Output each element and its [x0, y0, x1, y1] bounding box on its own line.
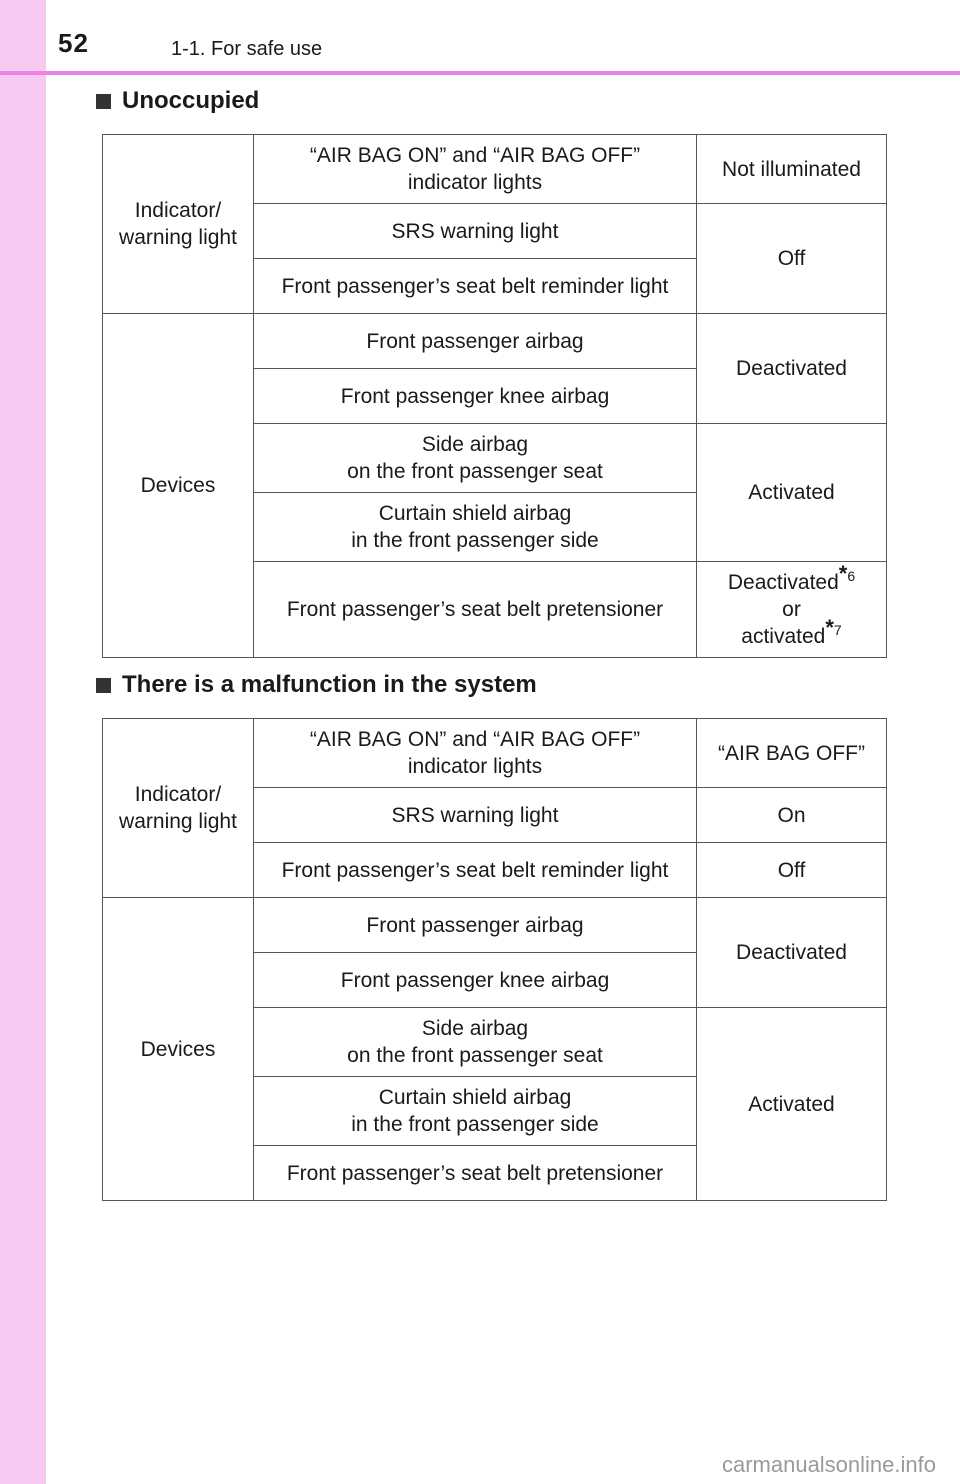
cell-srs-warning: SRS warning light [254, 788, 697, 843]
row-group-indicator: Indicator/ warning light [103, 719, 254, 898]
unoccupied-table [102, 134, 887, 658]
section-heading-text: Unoccupied [122, 87, 260, 114]
pretensioner-state-or: or [782, 598, 801, 621]
cell-curtain-airbag: Curtain shield airbag in the front passenger side [254, 493, 697, 562]
page-number: 52 [58, 28, 89, 58]
cell-activated-state: Activated [697, 1008, 887, 1201]
cell-indicator-lights: “AIR BAG ON” and “AIR BAG OFF” indicator lights [254, 719, 697, 788]
header-rule [0, 71, 960, 75]
cell-srs-warning: SRS warning light [254, 204, 697, 259]
footnote-marker-7: *7 [825, 615, 842, 640]
square-bullet-icon [96, 94, 111, 109]
cell-side-airbag: Side airbag on the front passenger seat [254, 424, 697, 493]
table-row [103, 314, 887, 369]
cell-front-knee-airbag: Front passenger knee airbag [254, 369, 697, 424]
cell-belt-reminder-state: Off [697, 843, 887, 898]
table-row [103, 135, 887, 204]
cell-front-airbag: Front passenger airbag [254, 898, 697, 953]
row-group-devices: Devices [103, 314, 254, 658]
cell-srs-state: On [697, 788, 887, 843]
side-tab-bar [0, 0, 46, 1484]
table-row [103, 898, 887, 953]
cell-side-curtain-state: Activated [697, 424, 887, 562]
cell-indicator-lights: “AIR BAG ON” and “AIR BAG OFF” indicator lights [254, 135, 697, 204]
cell-curtain-airbag: Curtain shield airbag in the front passenger side [254, 1077, 697, 1146]
cell-front-airbag: Front passenger airbag [254, 314, 697, 369]
cell-belt-reminder: Front passenger’s seat belt reminder light [254, 843, 697, 898]
cell-indicator-lights-state: “AIR BAG OFF” [697, 719, 887, 788]
cell-side-airbag: Side airbag on the front passenger seat [254, 1008, 697, 1077]
section-heading-unoccupied [96, 87, 259, 115]
pretensioner-state-deactivated: Deactivated [727, 571, 839, 594]
cell-belt-reminder: Front passenger’s seat belt reminder light [254, 259, 697, 314]
pretensioner-state-activated: activated [741, 625, 826, 648]
chapter-title: 1-1. For safe use [171, 38, 323, 60]
cell-pretensioner-state [697, 562, 887, 658]
row-group-indicator: Indicator/ warning light [103, 135, 254, 314]
footnote-marker-6: *6 [838, 561, 856, 586]
cell-indicator-lights-state: Not illuminated [697, 135, 887, 204]
cell-front-knee-airbag-state: Deactivated [697, 314, 887, 424]
row-group-devices: Devices [103, 898, 254, 1201]
section-heading-text: There is a malfunction in the system [122, 671, 537, 698]
cell-front-knee-airbag-state: Deactivated [697, 898, 887, 1008]
watermark-text: carmanualsonline.info [721, 1452, 936, 1477]
malfunction-table [102, 718, 887, 1201]
cell-front-knee-airbag: Front passenger knee airbag [254, 953, 697, 1008]
cell-pretensioner: Front passenger’s seat belt pretensioner [254, 1146, 697, 1201]
cell-srs-reminder-state: Off [697, 204, 887, 314]
section-heading-malfunction [96, 671, 537, 699]
table-row [103, 719, 887, 788]
square-bullet-icon [96, 678, 111, 693]
cell-pretensioner: Front passenger’s seat belt pretensioner [254, 562, 697, 658]
